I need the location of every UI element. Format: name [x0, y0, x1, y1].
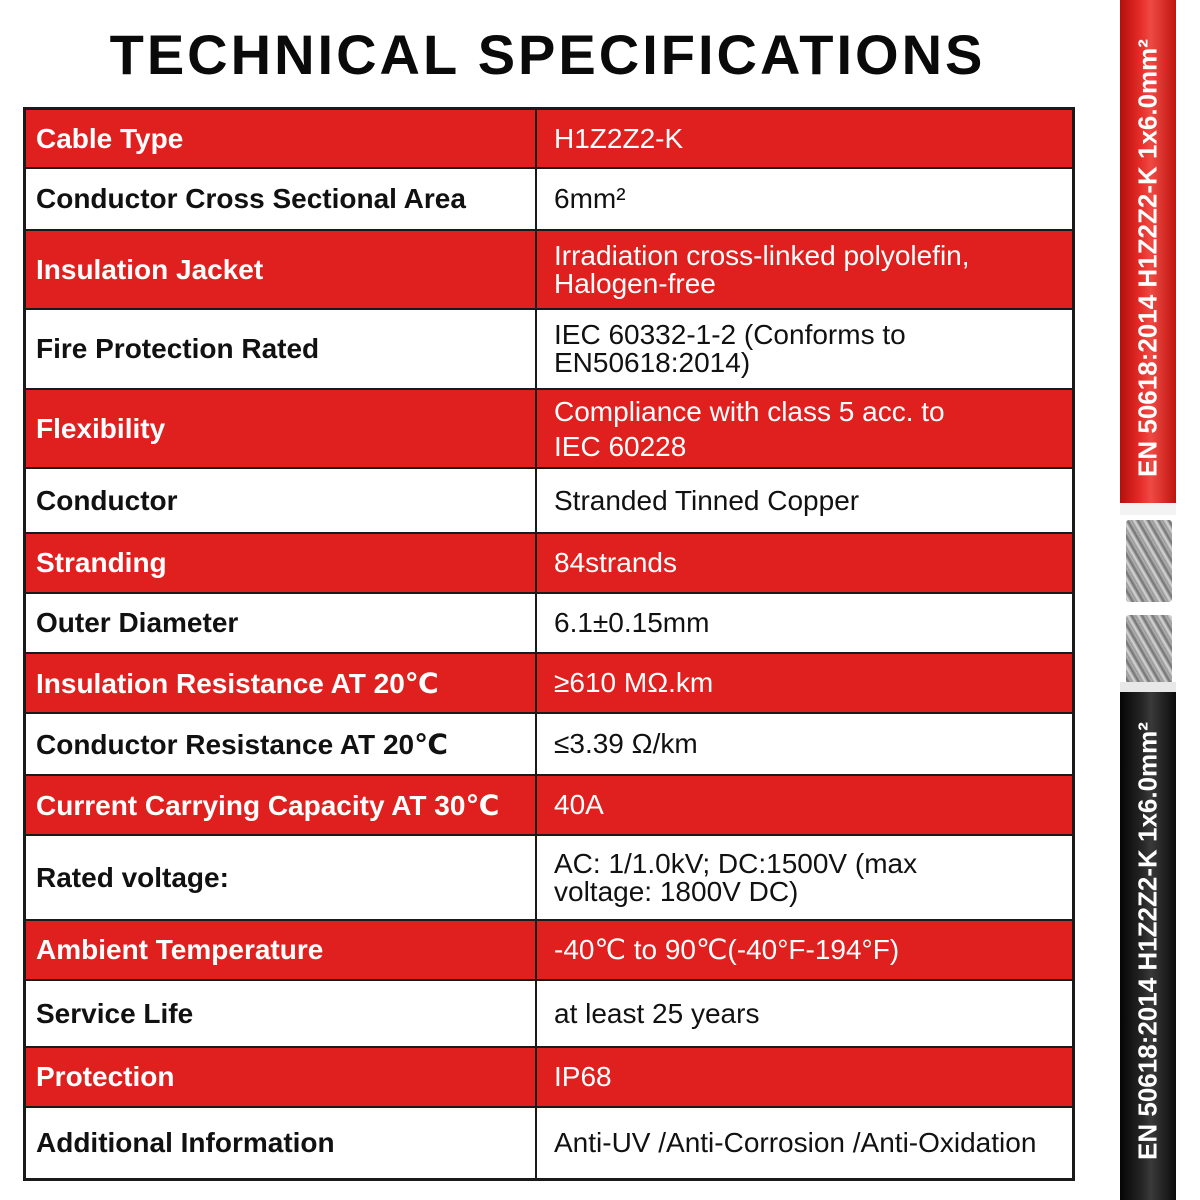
spec-label: Conductor Resistance AT 20℃ [36, 728, 448, 760]
spec-label: Stranding [36, 547, 167, 578]
spec-row-conductor-resistance [26, 714, 1072, 776]
spec-value: IP68 [535, 1048, 1072, 1106]
spec-value: AC: 1/1.0kV; DC:1500V (max voltage: 1800V DC) [535, 836, 1072, 919]
spec-row-conductor [26, 469, 1072, 534]
spec-row-current-capacity [26, 776, 1072, 836]
spec-label: Fire Protection Rated [36, 333, 320, 364]
black-cable-insulation-band [1120, 682, 1176, 692]
spec-label: Rated voltage: [36, 861, 229, 893]
spec-label: Outer Diameter [36, 607, 239, 638]
spec-value: -40℃ to 90℃(-40°F-194°F) [535, 921, 1072, 979]
cable-illustration [1098, 0, 1200, 1200]
spec-row-additional-information [26, 1108, 1072, 1178]
red-cable-marking: EN 50618:2014 H1Z2Z2-K 1x6.0mm² [1132, 38, 1163, 477]
spec-value: Compliance with class 5 acc. to IEC 60228 [535, 390, 1072, 467]
spec-value: 84strands [535, 534, 1072, 592]
spec-value: Stranded Tinned Copper [535, 469, 1072, 532]
spec-value: Irradiation cross-linked polyolefin, Halogen-free [535, 231, 1072, 308]
spec-value: 6.1±0.15mm [535, 594, 1072, 652]
spec-label: Service Life [36, 997, 194, 1029]
spec-row-cross-sectional-area [26, 169, 1072, 231]
spec-row-flexibility [26, 390, 1072, 469]
spec-label: Additional Information [36, 1127, 335, 1158]
black-cable-marking: EN 50618:2014 H1Z2Z2-K 1x6.0mm² [1132, 722, 1163, 1160]
spec-value: ≤3.39 Ω/km [535, 714, 1072, 774]
spec-row-protection [26, 1048, 1072, 1108]
spec-label: Flexibility [36, 412, 166, 444]
exposed-copper-strands-top [1126, 520, 1172, 602]
spec-row-rated-voltage [26, 836, 1072, 921]
page-title: TECHNICAL SPECIFICATIONS [109, 23, 986, 86]
spec-value: ≥610 MΩ.km [535, 654, 1072, 712]
spec-row-insulation-resistance [26, 654, 1072, 714]
spec-table [23, 107, 1075, 1181]
spec-value: 40A [535, 776, 1072, 834]
spec-value: IEC 60332-1-2 (Conforms to EN50618:2014) [535, 310, 1072, 388]
black-cable [1120, 682, 1176, 1200]
spec-row-ambient-temperature [26, 921, 1072, 981]
spec-label: Insulation Jacket [36, 253, 264, 285]
spec-row-service-life [26, 981, 1072, 1048]
spec-row-insulation-jacket [26, 231, 1072, 310]
spec-label: Current Carrying Capacity AT 30℃ [36, 789, 500, 821]
spec-label: Ambient Temperature [36, 934, 324, 965]
spec-row-cable-type [26, 110, 1072, 169]
spec-label: Insulation Resistance AT 20℃ [36, 667, 439, 699]
spec-label: Conductor [36, 484, 178, 516]
spec-label: Conductor Cross Sectional Area [36, 183, 466, 214]
spec-value: at least 25 years [535, 981, 1072, 1046]
spec-value: 6mm² [535, 169, 1072, 229]
spec-label: Cable Type [36, 122, 184, 154]
exposed-copper-strands-bottom [1126, 615, 1172, 690]
spec-row-stranding [26, 534, 1072, 594]
spec-label: Protection [36, 1061, 175, 1092]
red-cable-insulation-band [1120, 503, 1176, 515]
spec-value: Anti-UV /Anti-Corrosion /Anti-Oxidation [535, 1108, 1072, 1178]
spec-row-fire-protection [26, 310, 1072, 390]
spec-row-outer-diameter [26, 594, 1072, 654]
red-cable [1120, 0, 1176, 515]
spec-value: H1Z2Z2-K [535, 110, 1072, 167]
